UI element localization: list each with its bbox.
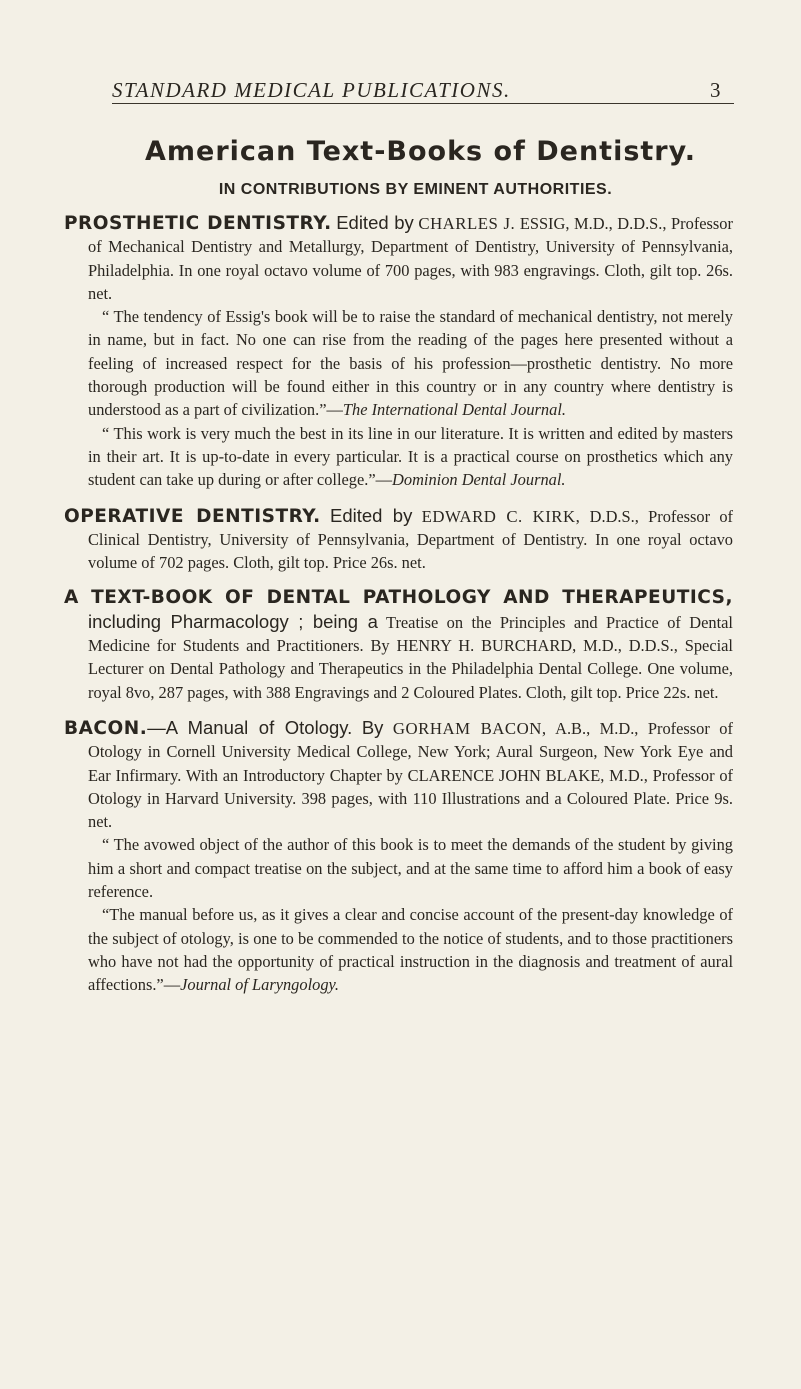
- quote-source: Journal of Laryngology.: [180, 975, 339, 995]
- quote-text: “ The tendency of Essig's book will be to raise the standard of mechanical dentistry, not merely in name, but in fact. No one can rise from the reading of the pages here presented without a feeling of increased respect for the basis of his profession—prosthetic dentistry. No more thorough production will be found either in this country or in any country where dentistry is understood as a part of civilization.”—: [88, 307, 733, 420]
- entry-heading-continuation: —A Manual of Otology.: [147, 716, 353, 738]
- review-quote: [88, 305, 733, 421]
- entry-prosthetic-dentistry: [0, 211, 801, 492]
- entry-bacon-otology: [0, 716, 801, 997]
- quote-text: “ The avowed object of the author of this book is to meet the demands of the student by giving him a short and compact treatise on the subject, and at the same time to afford him a book of easy reference.: [88, 835, 733, 902]
- entry-heading: OPERATIVE DENTISTRY.: [64, 505, 321, 527]
- entry-description: ESSIG, M.D., D.D.S., Professor of Mechanical Dentistry and Metallurgy, Department of Dentistry, University of Pennsylvania, Philadelphia. In one royal octavo volume of 700 pages, with 983 engravings. Cloth, gilt top. 26s. net.: [88, 214, 733, 303]
- entry-description: A.B., M.D., Professor of Otology in Cornell University Medical College, New York; Aural Surgeon, New York Eye and Ear Infirmary. With an Introductory Chapter by CLARENCE JOHN BLAKE, M.D., Professor of Otology in Harvard University. 398 pages, with 110 Illustrations and a Coloured Plate. Price 9s. net.: [88, 718, 733, 832]
- quote-text: “ This work is very much the best in its line in our literature. It is written and edited by masters in their art. It is up-to-date in every particular. It is a practical course on prosthetics which any student can take up during or after college.”—: [88, 423, 733, 490]
- section-title: American Text-Books of Dentistry.: [144, 136, 696, 167]
- quote-source: The International Dental Journal.: [342, 400, 566, 420]
- editor-name: EDWARD C. KIRK,: [421, 506, 581, 526]
- page-number: 3: [710, 78, 722, 102]
- running-head: [112, 78, 722, 103]
- quote-source: Dominion Dental Journal.: [392, 470, 566, 490]
- page-body: [0, 136, 801, 997]
- entry-description: Treatise on the Principles and Practice of Dental Medicine for Students and Practitioners. By HENRY H. BURCHARD, M.D., D.D.S., Special Lecturer on Dental Pathology and Therapeutics in the Philadelphia Dental College. One volume, royal 8vo, 287 pages, with 388 Engravings and 2 Coloured Plates. Cloth, gilt top. Price 22s. net.: [88, 612, 733, 702]
- editor-name: CHARLES J.: [418, 214, 516, 233]
- entry-operative-dentistry: [0, 504, 801, 575]
- edited-by-label: Edited by: [336, 212, 414, 233]
- quote-text: “The manual before us, as it gives a clear and concise account of the present-day knowledge of the subject of otology, is one to be commended to the notice of students, and to those practitioners who have not had the opportunity of practical instruction in the diagnosis and treatment of aural affections.”—: [88, 905, 733, 995]
- review-quote: [88, 422, 733, 492]
- running-head-title: STANDARD MEDICAL PUBLICATIONS.: [112, 78, 511, 102]
- entry-heading: A TEXT-BOOK OF DENTAL PATHOLOGY AND THERAPEUTICS,: [64, 587, 733, 609]
- entry-heading: BACON.: [64, 717, 148, 739]
- review-quote: [88, 833, 733, 903]
- entry-dental-pathology: [0, 586, 801, 703]
- section-subtitle: IN CONTRIBUTIONS BY EMINENT AUTHORITIES.: [218, 181, 613, 198]
- entry-description: D.D.S., Professor of Clinical Dentistry, University of Pennsylvania, Department of Dentistry. In one royal octavo volume of 702 pages. Cloth, gilt top. Price 26s. net.: [88, 506, 733, 573]
- entry-heading: PROSTHETIC DENTISTRY.: [64, 213, 332, 234]
- entry-heading-continuation: including Pharmacology ; being a: [88, 610, 378, 632]
- by-label: By: [361, 716, 384, 738]
- review-quote: [88, 903, 733, 996]
- author-name: GORHAM BACON,: [392, 718, 547, 738]
- header-rule: [112, 103, 734, 104]
- edited-by-label: Edited by: [329, 504, 413, 526]
